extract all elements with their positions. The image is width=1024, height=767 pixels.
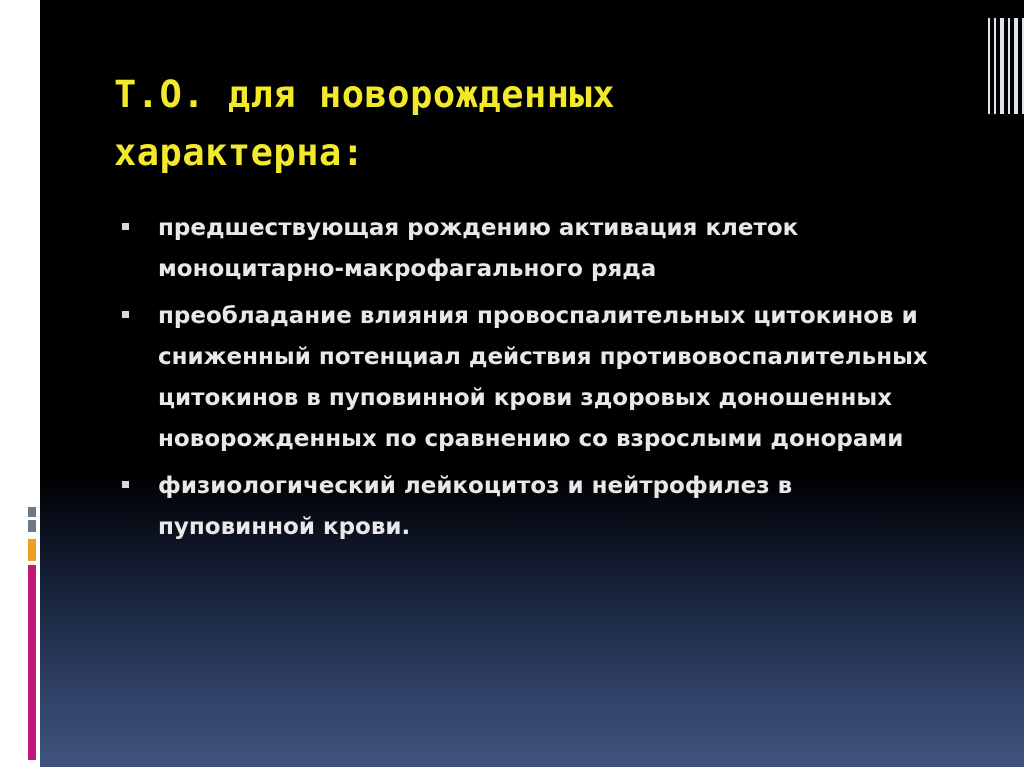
bullet-text: физиологический лейкоцитоз и нейтрофилез в пуповинной крови. (158, 473, 793, 540)
bullet-list (122, 208, 942, 554)
square-bullet-icon (122, 481, 129, 488)
accent-bar-orange (28, 539, 36, 561)
bullet-text: преобладание влияния провоспалительных цитокинов и сниженный потенциал действия противовоспалительных цитокинов в пуповинной крови здоровых доношенных новорожденных по сравнению со взрослыми донорами (158, 303, 928, 452)
accent-bar-gray (28, 507, 36, 517)
left-decorative-stripe (0, 0, 40, 767)
square-bullet-icon (122, 223, 129, 230)
decorative-stripe-lines (976, 18, 1024, 114)
slide-title: Т.О. для новорожденных характерна: (114, 73, 616, 174)
square-bullet-icon (122, 311, 129, 318)
bullet-item (122, 466, 942, 548)
bullet-item (122, 296, 942, 460)
bullet-text: предшествующая рождению активация клеток моноцитарно-макрофагального ряда (158, 215, 799, 282)
accent-bar-magenta (28, 565, 36, 760)
bullet-item (122, 208, 942, 290)
accent-bar-gray (28, 520, 36, 532)
